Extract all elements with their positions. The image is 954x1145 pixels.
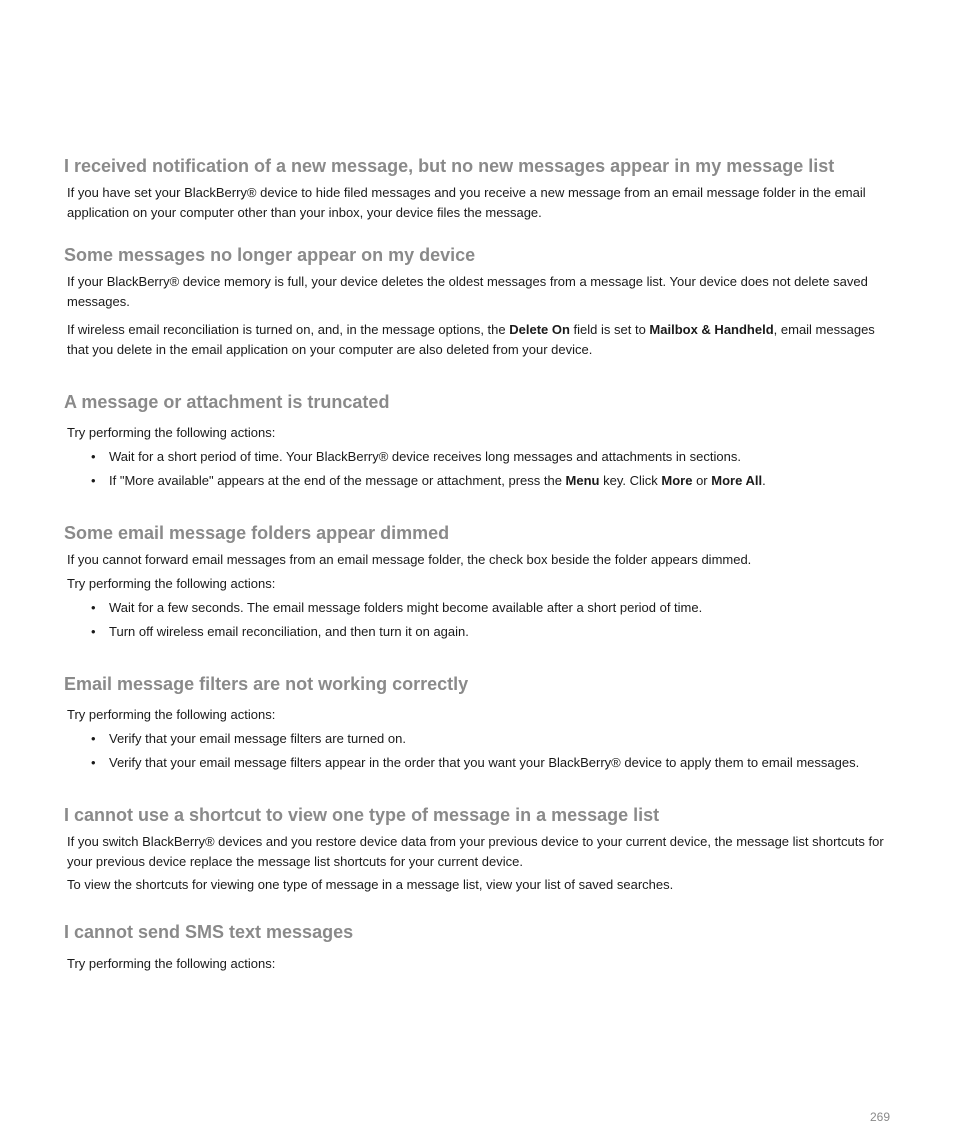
list-item (67, 729, 893, 753)
bullet-glyph: • (91, 600, 96, 615)
bullet-list-dimmed (67, 598, 893, 646)
text-run: field is set to (569, 322, 650, 337)
heading-folders-dimmed: Some email message folders appear dimmed (64, 523, 450, 543)
menu-item-more: More (661, 473, 693, 488)
text-run: . (762, 473, 766, 488)
field-name-delete-on: Delete On (509, 322, 570, 337)
list-item (67, 447, 893, 471)
text-run: key. Click (599, 473, 662, 488)
paragraph-notification-hide-filed: If you have set your BlackBerry® device to hide filed messages and you receive a new message from an email message folder in the email application on your computer other than your inbox, your device files the message. (67, 185, 866, 220)
bullet-list-filters (67, 729, 893, 777)
paragraph-try-actions: Try performing the following actions: (67, 576, 276, 591)
menu-item-more-all: More All (711, 473, 763, 488)
list-item-text: Verify that your email message filters appear in the order that you want your BlackBerry® device to apply them to email messages. (109, 755, 860, 770)
paragraph-saved-searches: To view the shortcuts for viewing one type of message in a message list, view your list of saved searches. (67, 877, 674, 892)
heading-filters-not-working: Email message filters are not working correctly (64, 674, 469, 694)
bullet-glyph: • (91, 731, 96, 746)
heading-message-truncated: A message or attachment is truncated (64, 392, 390, 412)
list-item-text: Turn off wireless email reconciliation, and then turn it on again. (109, 624, 469, 639)
paragraph-switch-devices: If you switch BlackBerry® devices and you restore device data from your previous device to your current device, the message list shortcuts for your previous device replace the message list shortcuts for your current device. (67, 834, 884, 869)
heading-cannot-send-sms: I cannot send SMS text messages (64, 922, 354, 942)
paragraph-try-actions: Try performing the following actions: (67, 425, 276, 440)
list-item-text: Wait for a few seconds. The email message folders might become available after a short period of time. (109, 600, 703, 615)
heading-messages-no-longer-appear: Some messages no longer appear on my device (64, 245, 476, 265)
list-item (67, 598, 893, 622)
paragraph-cannot-forward: If you cannot forward email messages from an email message folder, the check box beside the folder appears dimmed. (67, 552, 752, 567)
key-name-menu: Menu (565, 473, 600, 488)
list-item-text: Verify that your email message filters are turned on. (109, 731, 406, 746)
heading-notification-no-new-messages: I received notification of a new message, but no new messages appear in my message list (64, 156, 835, 176)
list-item (67, 753, 893, 777)
option-mailbox-handheld: Mailbox & Handheld (649, 322, 774, 337)
text-run: , email messages that you delete in the email application on your computer are also deleted from your device. (67, 322, 875, 357)
list-item (67, 622, 893, 646)
heading-shortcut-message-type: I cannot use a shortcut to view one type of message in a message list (64, 805, 660, 825)
text-run: If "More available" appears at the end of the message or attachment, press the (109, 473, 566, 488)
bullet-glyph: • (91, 755, 96, 770)
list-item (67, 471, 893, 495)
paragraph-try-actions: Try performing the following actions: (67, 707, 276, 722)
bullet-glyph: • (91, 473, 96, 488)
paragraph-try-actions: Try performing the following actions: (67, 956, 276, 971)
text-run: or (692, 473, 712, 488)
list-item-text: Wait for a short period of time. Your BlackBerry® device receives long messages and attachments in sections. (109, 449, 741, 464)
bullet-glyph: • (91, 624, 96, 639)
paragraph-memory-full: If your BlackBerry® device memory is full, your device deletes the oldest messages from a message list. Your device does not delete saved messages. (67, 274, 868, 309)
text-run: If wireless email reconciliation is turned on, and, in the message options, the (67, 322, 510, 337)
paragraph-reconciliation-delete (67, 320, 893, 359)
page-number: 269 (869, 1110, 890, 1124)
bullet-list-truncated (67, 447, 893, 495)
bullet-glyph: • (91, 449, 96, 464)
